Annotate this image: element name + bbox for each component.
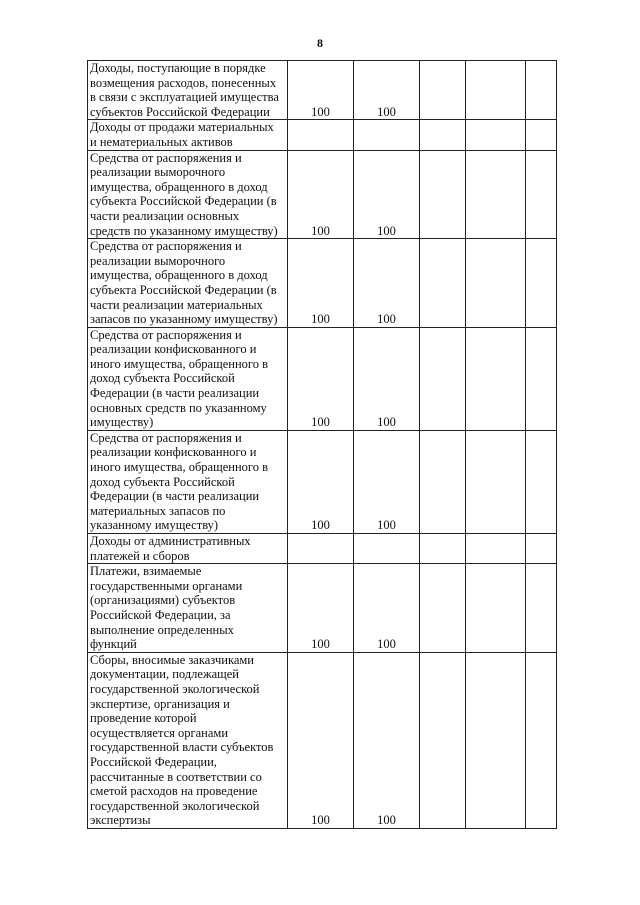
row-name-cell: Средства от распоряжения и реализации выморочного имущества, обращенного в доход субъекта Российской Федерации (в части реализации основных средств по указанному имуществу) — [88, 150, 288, 239]
value-cell-5 — [526, 564, 557, 653]
value-cell-4 — [466, 150, 526, 239]
value-cell-5 — [526, 327, 557, 430]
revenue-standards-table — [87, 60, 557, 829]
value-cell-2 — [354, 120, 420, 150]
value-cell-3 — [420, 430, 466, 533]
table-row — [88, 120, 557, 150]
value-cell-1 — [288, 534, 354, 564]
value-cell-1: 100 — [288, 430, 354, 533]
value-cell-3 — [420, 327, 466, 430]
value-cell-3 — [420, 652, 466, 828]
row-name-cell: Доходы от административных платежей и сборов — [88, 534, 288, 564]
row-name-cell: Средства от распоряжения и реализации выморочного имущества, обращенного в доход субъекта Российской Федерации (в части реализации материальных запасов по указанному имуществу) — [88, 239, 288, 328]
page-number: 8 — [317, 36, 323, 50]
value-cell-2: 100 — [354, 652, 420, 828]
value-cell-2: 100 — [354, 239, 420, 328]
table-row — [88, 327, 557, 430]
value-cell-4 — [466, 564, 526, 653]
value-cell-4 — [466, 652, 526, 828]
value-cell-1: 100 — [288, 327, 354, 430]
value-cell-2: 100 — [354, 430, 420, 533]
table-row — [88, 430, 557, 533]
value-cell-4 — [466, 120, 526, 150]
table-row — [88, 239, 557, 328]
value-cell-3 — [420, 534, 466, 564]
value-cell-2 — [354, 534, 420, 564]
value-cell-2: 100 — [354, 564, 420, 653]
value-cell-3 — [420, 564, 466, 653]
value-cell-4 — [466, 61, 526, 120]
value-cell-4 — [466, 239, 526, 328]
value-cell-3 — [420, 239, 466, 328]
value-cell-4 — [466, 534, 526, 564]
row-name-cell: Средства от распоряжения и реализации конфискованного и иного имущества, обращенного в доход субъекта Российской Федерации (в части реализации материальных запасов по указанному имуществу) — [88, 430, 288, 533]
row-name-cell: Доходы от продажи материальных и нематериальных активов — [88, 120, 288, 150]
value-cell-2: 100 — [354, 150, 420, 239]
row-name-cell: Доходы, поступающие в порядке возмещения расходов, понесенных в связи с эксплуатацией имущества субъектов Российской Федерации — [88, 61, 288, 120]
table-row — [88, 652, 557, 828]
value-cell-2: 100 — [354, 61, 420, 120]
row-name-cell: Платежи, взимаемые государственными органами (организациями) субъектов Российской Федерации, за выполнение определенных функций — [88, 564, 288, 653]
value-cell-1 — [288, 120, 354, 150]
row-name-cell: Сборы, вносимые заказчиками документации, подлежащей государственной экологической экспертизе, организация и проведение которой осуществляется органами государственной власти субъектов Российской Федерации, рассчитанные в соответствии со сметой расходов на проведение государственной экологической экспертизы — [88, 652, 288, 828]
table-row — [88, 534, 557, 564]
value-cell-5 — [526, 652, 557, 828]
value-cell-5 — [526, 120, 557, 150]
value-cell-5 — [526, 430, 557, 533]
value-cell-3 — [420, 150, 466, 239]
value-cell-4 — [466, 430, 526, 533]
value-cell-1: 100 — [288, 150, 354, 239]
value-cell-3 — [420, 61, 466, 120]
value-cell-1: 100 — [288, 61, 354, 120]
table-row — [88, 61, 557, 120]
value-cell-4 — [466, 327, 526, 430]
table-row — [88, 564, 557, 653]
value-cell-2: 100 — [354, 327, 420, 430]
row-name-cell: Средства от распоряжения и реализации конфискованного и иного имущества, обращенного в доход субъекта Российской Федерации (в части реализации основных средств по указанному имуществу) — [88, 327, 288, 430]
value-cell-1: 100 — [288, 239, 354, 328]
value-cell-1: 100 — [288, 652, 354, 828]
table-row — [88, 150, 557, 239]
value-cell-5 — [526, 61, 557, 120]
value-cell-5 — [526, 239, 557, 328]
value-cell-1: 100 — [288, 564, 354, 653]
value-cell-5 — [526, 534, 557, 564]
value-cell-3 — [420, 120, 466, 150]
value-cell-5 — [526, 150, 557, 239]
